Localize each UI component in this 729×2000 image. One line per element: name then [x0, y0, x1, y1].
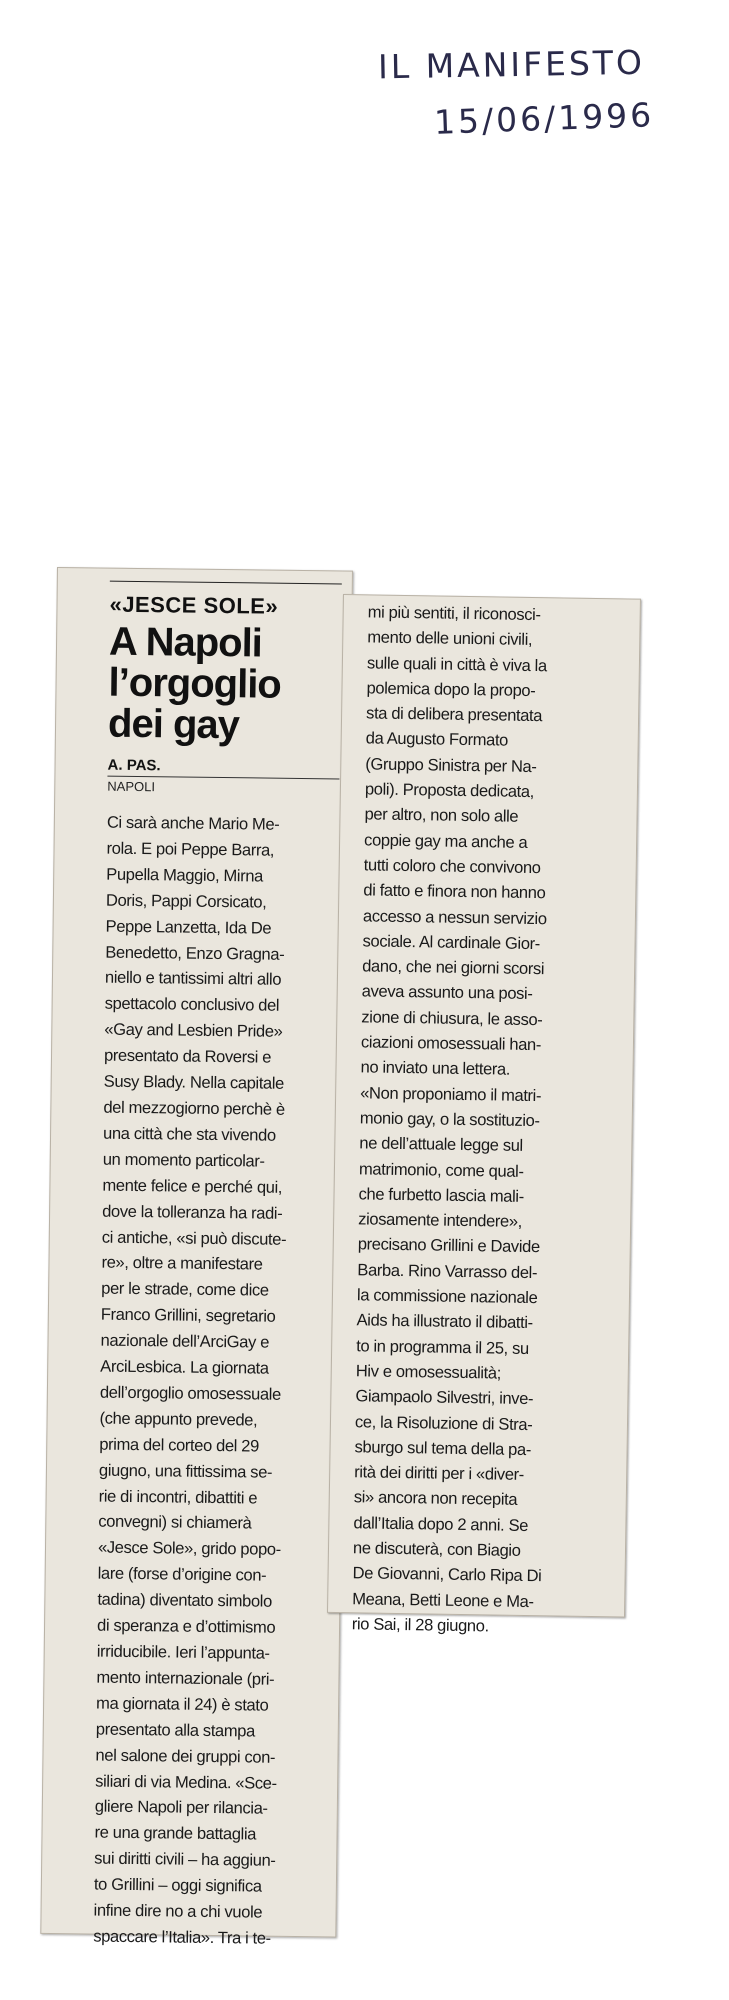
clipping-left	[40, 567, 353, 1948]
article-headline: A Napoli l’orgoglio dei gay	[107, 619, 282, 748]
article-column-1: Ci sarà anche Mario Me- rola. E poi Peppe Barra, Pupella Maggio, Mirna Doris, Pappi Corsicato, Peppe Lanzetta, Ida De Benedetto, Enzo Gragna- niello e tantissimi altri allo spettacolo conclusivo del «Gay and Lesbien Pride» presentato da Roversi e Susy Blady. Nella capitale del mezzogiorno perchè è una città che sta vivendo un momento particolar- mente felice e perché qui, dove la tolleranza ha radi- ci antiche, «si può discute- re», oltre a manifestare per le strade, come dice Franco Grillini, segretario nazionale dell’ArciGay e ArciLesbica. La giornata dell’orgoglio omosessuale (che appunto prevede, prima del corteo del 29 giugno, una fittissima se- rie di incontri, dibattiti e convegni) si chiamerà «Jesce Sole», grido popo- lare (forse d’origine con- tadina) diventato simbolo di speranza e d’ottimismo irriducibile. Ieri l’appunta- mento internazionale (pri- ma giornata il 24) è stato presentato alla stampa nel salone dei gruppi con- siliari di via Medina. «Sce- gliere Napoli per rilancia- re una grande battaglia sui diritti civili – ha aggiun- to Grillini – oggi significa infine dire no a chi vuole spaccare l’Italia». Tra i te-	[93, 812, 287, 1948]
article-dateline: NAPOLI	[107, 778, 156, 795]
clipping-right	[327, 594, 641, 1636]
article-kicker: «JESCE SOLE»	[109, 591, 279, 619]
handwritten-annotation	[378, 38, 654, 146]
annotation-date: 15/06/1996	[433, 95, 655, 142]
article-column-2: mi più sentiti, il riconosci- mento delle unioni civili, sulle quali in città è viva la polemica dopo la propo- sta di delibera presentata da Augusto Formato (Gruppo Sinistra per Na- poli). Proposta dedicata, per altro, non solo alle coppie gay ma anche a tutti coloro che convivono di fatto e finora non hanno accesso a nessun servizio sociale. Al cardinale Gior- dano, che nei giorni scorsi aveva assunto una posi- zione di chiusura, le asso- ciazioni omosessuali han- no inviato una lettera. «Non proponiamo il matri- monio gay, o la sostituzio- ne dell’attuale legge sul matrimonio, come qual- che furbetto lascia mali- ziosamente intendere», precisano Grillini e Davide Barba. Rino Varrasso del- la commissione nazionale Aids ha illustrato il dibatti- to in programma il 25, su Hiv e omosessualità; Giampaolo Silvestri, inve- ce, la Risoluzione di Stra- sburgo sul tema della pa- rità dei diritti per i «diver- si» ancora non recepita dall’Italia dopo 2 anni. Se ne discuterà, con Biagio De Giovanni, Carlo Ripa Di Meana, Betti Leone e Ma- rio Sai, il 28 giugno.	[351, 602, 547, 1636]
annotation-newspaper: IL MANIFESTO	[377, 42, 646, 87]
top-rule	[110, 581, 342, 585]
article-byline: A. PAS.	[107, 757, 339, 780]
